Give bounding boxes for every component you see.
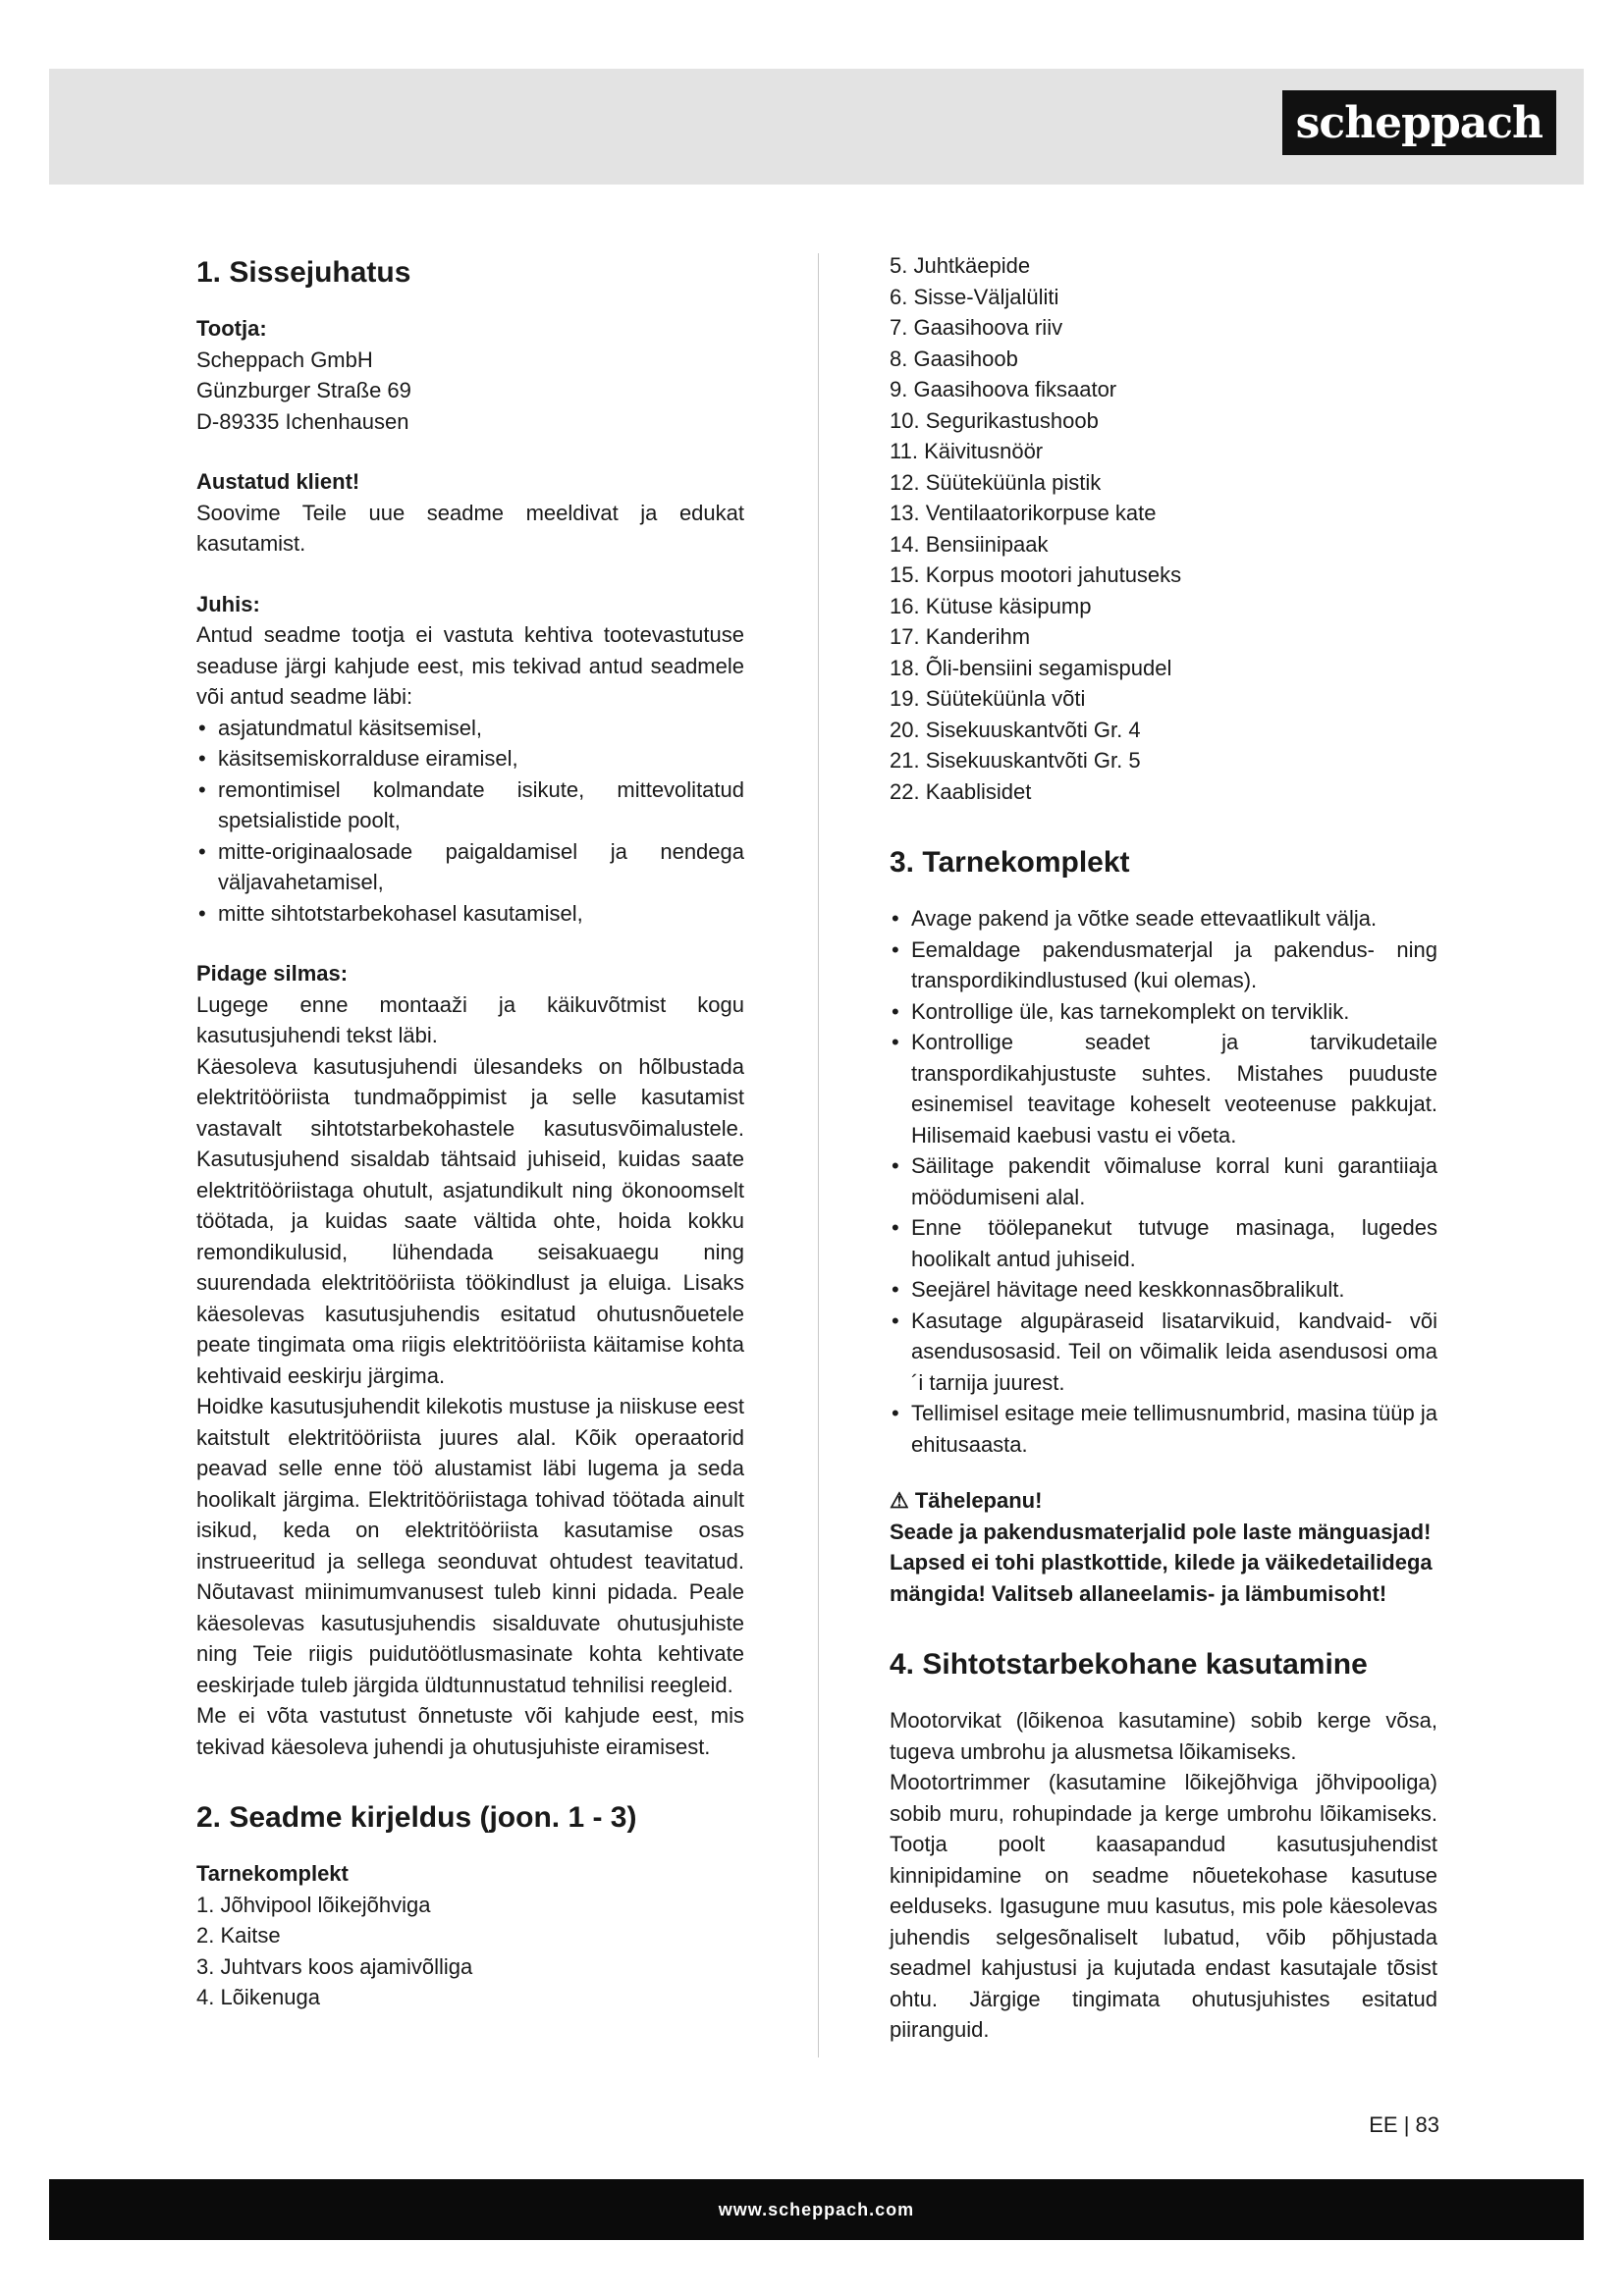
- list-item: 15. Korpus mootori jahutuseks: [890, 562, 1182, 587]
- list-item: • Enne töölepanekut tutvuge masinaga, lugedes hoolikalt antud juhiseid.: [890, 1212, 1437, 1274]
- list-item: • Seejärel hävitage need keskkonnasõbralikult.: [890, 1274, 1437, 1306]
- customer-label: Austatud klient!: [196, 469, 360, 494]
- list-item: • Kontrollige seadet ja tarvikudetaile transpordikahjustuste suhtes. Mistahes puuduste esinemisel teavitage koheselt veoteenuse pakkujat. Hilisemaid kaebusi vastu ei võeta.: [890, 1027, 1437, 1150]
- list-item: 20. Sisekuuskantvõti Gr. 4: [890, 717, 1141, 742]
- list-item: 8. Gaasihoob: [890, 346, 1018, 371]
- manufacturer-line: Scheppach GmbH: [196, 347, 373, 372]
- list-item: 13. Ventilaatorikorpuse kate: [890, 501, 1157, 525]
- list-item: 2. Kaitse: [196, 1923, 281, 1948]
- brand-logo: scheppach: [1282, 90, 1556, 155]
- list-item: • asjatundmatul käsitsemisel,: [196, 713, 744, 744]
- list-item: • käsitsemiskorralduse eiramisel,: [196, 743, 744, 774]
- right-column: [890, 250, 1437, 2046]
- list-item: • Kasutage algupäraseid lisatarvikuid, kandvaid- või asendusosasid. Teil on võimalik leida asendusosi oma ´i tarnija juurest.: [890, 1306, 1437, 1399]
- usage-paragraph: Mootortrimmer (kasutamine lõikejõhviga jõhvipooliga) sobib muru, rohupindade ja kerge umbrohu lõikamiseks. Tootja poolt kaasapandud kasutusjuhendist kinnipidamine on seadme nõuetekohase kasutuse eelduseks. Igasugune muu kasutus, mis pole käesolevas juhendis selgesõnaliselt lubatud, võib põhjustada seadmel kahjustusi ja kujutada endast kasutajale tõsist ohtu. Järgige tingimata ohutusjuhistes esitatud piiranguid.: [890, 1770, 1437, 2042]
- list-item: 1. Jõhvipool lõikejõhviga: [196, 1892, 431, 1917]
- list-item: 6. Sisse-Väljalüliti: [890, 284, 1059, 309]
- note-text: Antud seadme tootja ei vastuta kehtiva tootevastutuse seaduse järgi kahjude eest, mis tekivad antud seadmele või antud seadme läbi:: [196, 622, 744, 709]
- list-item: 7. Gaasihoova riiv: [890, 315, 1063, 340]
- manufacturer-label: Tootja:: [196, 316, 267, 341]
- list-item: 21. Sisekuuskantvõti Gr. 5: [890, 748, 1141, 773]
- list-item: • Säilitage pakendit võimaluse korral kuni garantiiaja möödumiseni alal.: [890, 1150, 1437, 1212]
- footer-band: [49, 2179, 1584, 2240]
- list-item: 18. Õli-bensiini segamispudel: [890, 655, 1172, 680]
- remember-paragraph: Käesoleva kasutusjuhendi ülesandeks on hõlbustada elektritööriista tundmaõppimist ja selle kasutamist vastavalt sihtotstarbekohastele kasutusvõimalustele. Kasutusjuhend sisaldab tähtsaid juhiseid, kuidas saate elektritööriistaga ohutult, asjatundikult ning ökonoomselt töötada, ja kuidas saate vältida ohte, hoida kokku remondikulusid, lühendada seisakuaegu ning suurendada elektritööriista töökindlust ja eluiga. Lisaks käesolevas kasutusjuhendis esitatud ohutusnõuetele peate tingimata oma riigis elektritööriista käitamise kohta kehtivaid eeskirju järgima.: [196, 1053, 744, 1388]
- list-item: 22. Kaablisidet: [890, 778, 1032, 804]
- remember-label: Pidage silmas:: [196, 961, 349, 986]
- warning-text: Seade ja pakendusmaterjalid pole laste mänguasjad! Lapsed ei tohi plastkottide, kilede ja väikedetailidega mängida! Valitseb allaneelamis- ja lämbumisoht!: [890, 1519, 1433, 1606]
- remember-paragraph: Hoidke kasutusjuhendit kilekotis mustuse ja niiskuse eest kaitstult elektritööriista juures alal. Kõik operaatorid peavad selle enne töö alustamist läbi lugema ja seda hoolikalt järgima. Elektritööriistaga tohivad töötada ainult isikud, keda on elektritööriista kasutamise osas instrueeritud ja sellega seonduvat ohtudest teavitatud. Nõutavast miinimumvanusest tuleb kinni pidada. Peale käesolevas kasutusjuhendis sisalduvate ohutusjuhiste ning Teie riigis puidutöötlusmasinate kohta kehtivate eeskirjade tuleb järgida üldtunnustatud tehnilisi reegleid.: [196, 1394, 744, 1697]
- left-column: [196, 250, 744, 2013]
- warning-heading: [890, 1485, 1437, 1517]
- list-item: • mitte-originaalosade paigaldamisel ja nendega väljavahetamisel,: [196, 836, 744, 898]
- customer-text: Soovime Teile uue seadme meeldivat ja edukat kasutamist.: [196, 500, 744, 556]
- list-item: • mitte sihtotstarbekohasel kasutamisel,: [196, 898, 744, 930]
- section-4-title: 4. Sihtotstarbekohane kasutamine: [890, 1648, 1368, 1681]
- list-item: 11. Käivitusnöör: [890, 439, 1044, 463]
- list-item: • Avage pakend ja võtke seade ettevaatlikult välja.: [890, 903, 1437, 934]
- manufacturer-line: D-89335 Ichenhausen: [196, 408, 409, 434]
- list-item: 17. Kanderihm: [890, 624, 1031, 649]
- list-item: • remontimisel kolmandate isikute, mittevolitatud spetsialistide poolt,: [196, 774, 744, 836]
- section-3-title: 3. Tarnekomplekt: [890, 846, 1130, 879]
- delivery-bullet-list: [890, 903, 1437, 1460]
- remember-paragraph: Me ei võta vastutust õnnetuste või kahjude eest, mis tekivad käesoleva juhendi ja ohutusjuhiste eiramisest.: [196, 1703, 744, 1759]
- header-band: [49, 69, 1584, 185]
- warning-title: Tähelepanu!: [914, 1488, 1043, 1513]
- manufacturer-line: Günzburger Straße 69: [196, 378, 411, 402]
- parts-list-b: [890, 250, 1437, 807]
- note-label: Juhis:: [196, 591, 260, 616]
- delivery-label: Tarnekomplekt: [196, 1861, 349, 1886]
- list-item: • Tellimisel esitage meie tellimusnumbrid, masina tüüp ja ehitusaasta.: [890, 1398, 1437, 1460]
- list-item: 5. Juhtkäepide: [890, 253, 1031, 278]
- website-link[interactable]: www.scheppach.com: [718, 2199, 915, 2219]
- note-bullet-list: [196, 713, 744, 930]
- column-divider: [818, 253, 819, 2057]
- list-item: 19. Süüteküünla võti: [890, 686, 1086, 711]
- page-number: EE | 83: [1369, 2112, 1439, 2137]
- list-item: 12. Süüteküünla pistik: [890, 469, 1102, 495]
- list-item: 3. Juhtvars koos ajamivõlliga: [196, 1953, 473, 1979]
- list-item: 4. Lõikenuga: [196, 1985, 320, 2009]
- list-item: • Kontrollige üle, kas tarnekomplekt on terviklik.: [890, 996, 1437, 1028]
- usage-paragraph: Mootorvikat (lõikenoa kasutamine) sobib kerge võsa, tugeva umbrohu ja alusmetsa lõikamiseks.: [890, 1708, 1437, 1764]
- section-1-title: 1. Sissejuhatus: [196, 256, 411, 289]
- list-item: 14. Bensiinipaak: [890, 531, 1049, 557]
- list-item: • Eemaldage pakendusmaterjal ja pakendus- ning transpordikindlustused (kui olemas).: [890, 934, 1437, 996]
- parts-list-a: [196, 1890, 744, 2013]
- list-item: 10. Segurikastushoob: [890, 407, 1099, 433]
- warning-icon: ⚠: [890, 1488, 909, 1513]
- section-2-title: 2. Seadme kirjeldus (joon. 1 - 3): [196, 1801, 637, 1834]
- list-item: 9. Gaasihoova fiksaator: [890, 377, 1117, 401]
- list-item: 16. Kütuse käsipump: [890, 593, 1092, 618]
- remember-paragraph: Lugege enne montaaži ja käikuvõtmist kogu kasutusjuhendi tekst läbi.: [196, 991, 744, 1047]
